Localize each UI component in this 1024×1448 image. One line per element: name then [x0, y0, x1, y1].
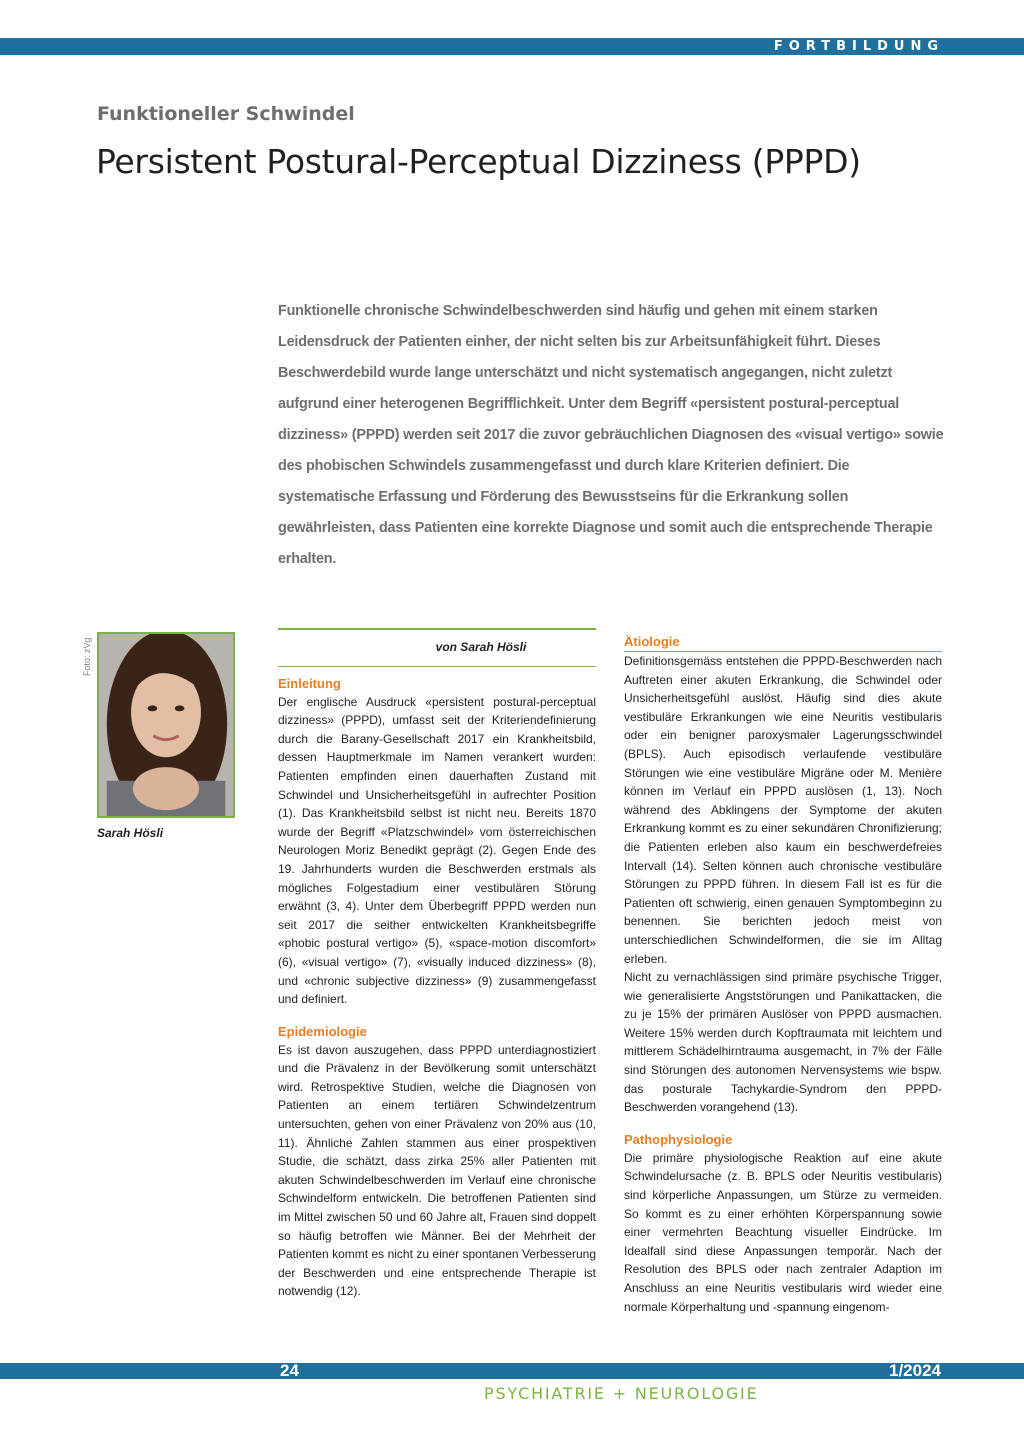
- column-left: [278, 628, 596, 1301]
- footer-bar: [0, 1363, 1024, 1379]
- photo-credit: Foto: zVg: [82, 637, 92, 676]
- text-einleitung: Der englische Ausdruck «persistent postural-perceptual dizziness» (PPPD), umfasst seit der Kriteriendefinierung durch die Barany-Gesellschaft 2017 ein Krankheitsbild, dessen Hauptmerkmale im Namen verankert wurden: Patienten empfinden einen dauerhaften Zustand mit Schwindel und Unsicherheitsgefühl in aufrechter Position (1). Das Krankheitsbild selbst ist nicht neu. Bereits 1870 wurde der Begriff «Platzschwindel» vom österreichischen Neurologen Moriz Benedikt geprägt (2). Gegen Ende des 19. Jahrhunderts wurden die Beschwerden erstmals als mögliches Folgestadium einer vestibulären Störung erwähnt (3, 4). Unter dem Überbegriff PPPD werden nun seit 2017 die seither entwickelten Krankheitsbegriffe «phobic postural vertigo» (5), «space-motion discomfort» (6), «visual vertigo» (7), «visually induced dizziness» (8), und «chronic subjective dizziness» (9) zusammengefasst und definiert.: [278, 694, 596, 1007]
- article-lead: Funktionelle chronische Schwindelbeschwerden sind häufig und gehen mit einem starken Leidensdruck der Patienten einher, der nicht selten bis zur Arbeitsunfähigkeit führt. Dieses Beschwerdebild wurde lange unterschätzt und nicht systematisch angegangen, nicht zuletzt aufgrund einer heterogenen Begrifflichkeit. Unter dem Begriff «persistent postural-perceptual dizziness» (PPPD) werden seit 2017 die zuvor gebräuchlichen Diagnosen des «visual vertigo» sowie des phobischen Schwindels zusammengefasst und durch klare Kriterien definiert. Die systematische Erfassung und Förderung des Bewusstseins für die Erkrankung sollen gewährleisten, dass Patienten eine korrekte Diagnose und somit auch die entsprechende Therapie erhalten.: [278, 303, 944, 567]
- byline: von Sarah Hösli: [435, 640, 527, 654]
- journal-name: PSYCHIATRIE + NEUROLOGIE: [484, 1384, 759, 1403]
- column-right: [624, 633, 942, 1316]
- section-label: FORTBILDUNG: [773, 39, 944, 54]
- byline-rule-bottom: [278, 666, 596, 667]
- heading-pathophysiologie: Pathophysiologie: [624, 1131, 733, 1147]
- issue-number: 1/2024: [889, 1361, 941, 1380]
- page-number: 24: [280, 1361, 299, 1380]
- heading-aetiologie: Ätiologie: [624, 634, 680, 649]
- article-kicker: Funktioneller Schwindel: [97, 103, 355, 125]
- text-pathophysiologie: Die primäre physiologische Reaktion auf eine akute Schwindelursache (z. B. BPLS oder Neuritis vestibularis) sind körperliche Anpassungen, um Stürze zu vermeiden. So kommt es zu einer erhöhten Körperspannung sowie einer vermehrten Beachtung visueller Eindrücke. Im Idealfall sind diese Anpassungen temporär. Nach der Resolution des BPLS oder nach zentraler Adaption im Anschluss an eine Neuritis vestibularis wird wieder eine normale Körperhaltung und -spannung eingenom-: [624, 1150, 942, 1314]
- text-epidemiologie: Es ist davon auszugehen, dass PPPD unterdiagnostiziert und die Prävalenz in der Bevölkerung somit unterschätzt wird. Retrospektive Studien, welche die Diagnosen von Patienten an einem tertiären Schwindelzentrum untersuchten, gehen von einer Prävalenz von 20% aus (10, 11). Ähnliche Zahlen stammen aus einer prospektiven Studie, die schätzt, dass zirka 25% aller Patienten mit akuten Schwindelbeschwerden im Verlauf eine chronische Schwindelform entwickeln. Die betroffenen Patienten sind im Mittel zwischen 50 und 60 Jahre alt, Frauen sind doppelt so häufig betroffen wie Männer. Bei der Mehrheit der Patienten kommt es nicht zu einer spontanen Verbesserung der Beschwerden und eine entsprechende Therapie ist notwendig (12).: [278, 1042, 596, 1299]
- text-aetiologie-2: Nicht zu vernachlässigen sind primäre psychische Trigger, wie generalisierte Angststörungen und Panikattacken, die zu je 15% der primären Auslöser von PPPD ausmachen. Weitere 15% werden durch Kopftraumata mit leichtem und mittlerem Schädelhirntrauma ausgemacht, in 7% der Fälle sind Störungen des autonomen Nervensystems wie bspw. das posturale Tachykardie-Syndrom den PPPD-Beschwerden vorangehend (13).: [624, 970, 942, 1115]
- heading-einleitung: Einleitung: [278, 675, 341, 691]
- photo-caption: Sarah Hösli: [97, 826, 164, 840]
- heading-epidemiologie: Epidemiologie: [278, 1023, 367, 1039]
- author-photo: [97, 632, 235, 818]
- text-aetiologie-1: Definitionsgemäss entstehen die PPPD-Beschwerden nach Auftreten einer akuten Erkrankung, die Schwindel oder Unsicherheitsgefühl auslöst. Häufig sind dies akute vestibuläre Erkrankungen wie eine Neuritis vestibularis oder ein benigner paroxysmaler Lagerungsschwindel (BPLS). Auch episodisch verlaufende vestibuläre Störungen wie eine vestibuläre Migräne oder M. Menière können im Verlauf ein PPPD auslösen (1, 13). Noch während des Abklingens der Symptome der akuten Erkrankung kommt es zu einer sekundären Chronifizierung; die Patienten erleben also kaum ein beschwerdefreies Intervall (14). Selten können auch chronische vestibuläre Störungen zu PPPD führen. In diesem Fall ist es für die Patienten oft schwierig, einen genauen Symptombeginn zu benennen. Sie berichten jedoch meist von unterschiedlichen Schwindelformen, die sie im Alltag erleben.: [624, 654, 942, 966]
- article-title: Persistent Postural-Perceptual Dizziness (PPPD): [96, 142, 861, 181]
